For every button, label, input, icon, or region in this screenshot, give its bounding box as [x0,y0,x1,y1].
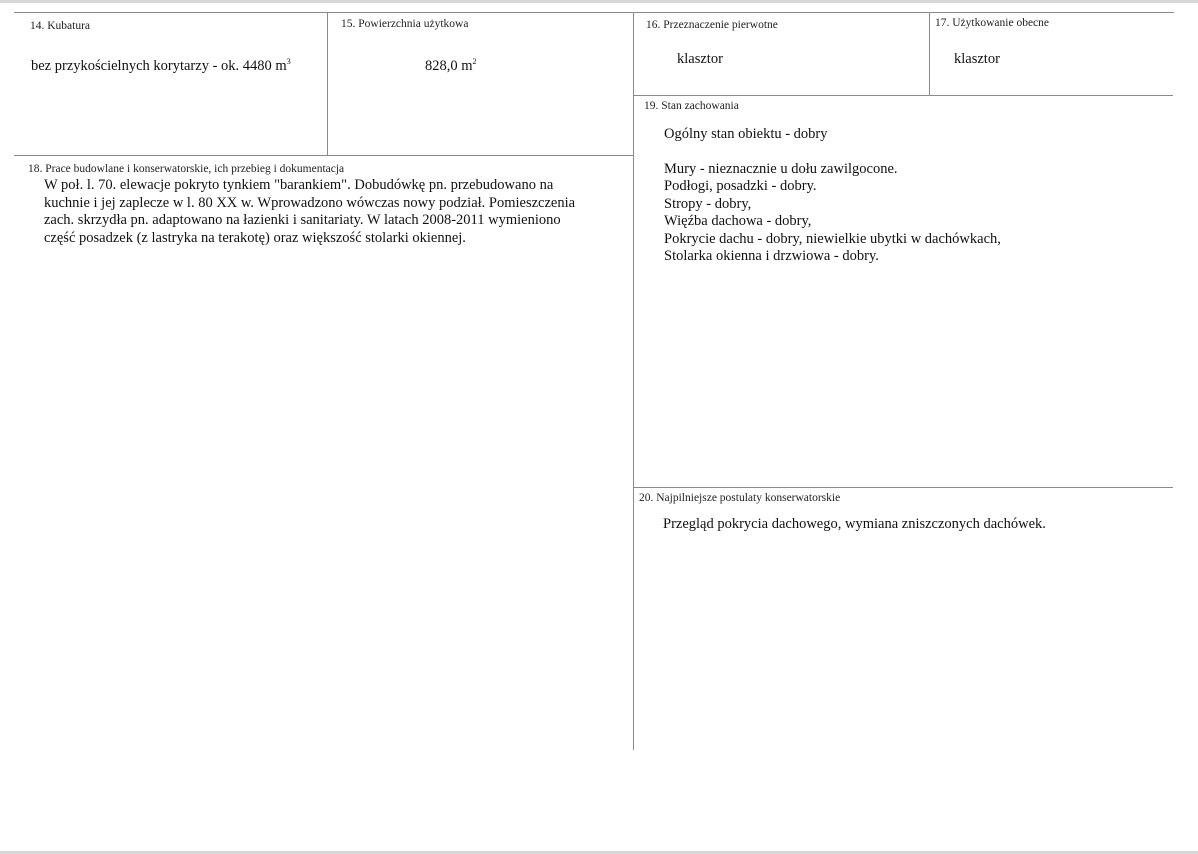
field-15-value [425,53,477,75]
row-divider-right-1 [633,95,1173,96]
field-19-line: Podłogi, posadzki - dobry. [664,178,817,194]
field-20-value: Przegląd pokrycia dachowego, wymiana zniszczonych dachówek. [663,516,1046,532]
field-14-label: 14. Kubatura [30,20,91,32]
field-18-text [44,177,575,247]
field-15-unit-superscript: 2 [472,57,477,66]
divider-14-15 [327,12,328,155]
divider-16-17 [929,12,930,95]
field-19-line: Pokrycie dachu - dobry, niewielkie ubytki w dachówkach, [664,230,1001,247]
field-18-line: zach. skrzydła pn. adaptowano na łazienki i sanitariaty. W latach 2008-2011 wymieniono [44,212,561,228]
field-17-value: klasztor [954,51,1000,67]
row-divider-right-2 [633,487,1173,488]
field-15-label: 15. Powierzchnia użytkowa [341,18,469,30]
top-border-line [14,12,1174,13]
top-edge-shadow [0,0,1198,3]
field-18-line: kuchnie i jej zaplecze w l. 80 XX w. Wprowadzono wówczas nowy podział. Pomieszczenia [44,194,576,211]
field-17-label: 17. Użytkowanie obecne [935,17,1050,29]
field-19-line: Stolarka okienna i drzwiowa - dobry. [664,248,879,264]
field-14-value [31,53,291,75]
field-19-line: Więźba dachowa - dobry, [664,213,812,229]
field-14-text: bez przykościelnych korytarzy - ok. 4480 m [31,58,287,74]
field-19-line: Mury - nieznacznie u dołu zawilgocone. [664,160,898,177]
field-20-label: 20. Najpilniejsze postulaty konserwatorskie [639,492,841,504]
field-19-line: Stropy - dobry, [664,195,752,212]
field-19-text [664,126,1001,266]
field-16-label: 16. Przeznaczenie pierwotne [646,19,778,31]
field-18-label: 18. Prace budowlane i konserwatorskie, ich przebieg i dokumentacja [28,163,345,175]
field-16-value: klasztor [677,51,723,67]
field-19-summary: Ogólny stan obiektu - dobry [664,126,828,142]
field-14-unit-superscript: 3 [286,57,291,66]
field-19-label: 19. Stan zachowania [644,100,739,112]
center-divider [633,12,634,750]
field-18-line: W poł. l. 70. elewacje pokryto tynkiem "barankiem". Dobudówkę pn. przebudowano na [44,177,554,193]
field-18-line: część posadzek (z lastryka na terakotę) oraz większość stolarki okiennej. [44,229,466,246]
row-divider-left-1 [14,155,633,156]
field-15-text: 828,0 m [425,58,473,74]
